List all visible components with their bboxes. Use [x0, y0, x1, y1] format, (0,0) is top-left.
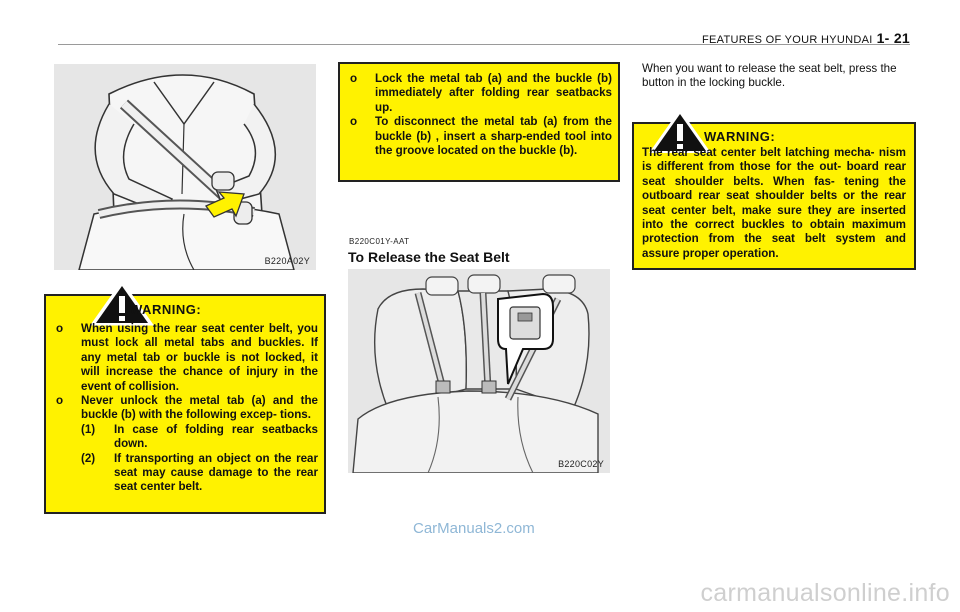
- warning-box-right: [632, 122, 916, 270]
- bullet: o: [56, 322, 64, 335]
- list-item: [56, 322, 318, 394]
- list-item: [350, 115, 612, 158]
- bullet: o: [350, 115, 358, 129]
- figure-code: B220C02Y: [558, 459, 604, 469]
- item-text: Lock the metal tab (a) and the buckle (b) immediately after folding rear seatbacks up.: [375, 72, 612, 114]
- release-instruction: When you want to release the seat belt, press the button in the locking buckle.: [642, 62, 897, 90]
- item-text: When using the rear seat center belt, you must lock all metal tabs and buckles. If any metal tab or buckle is not locked, it will increase the chance of injury in the event of collision.: [81, 322, 318, 393]
- warning-title: WARNING:: [704, 129, 776, 144]
- item-text: To disconnect the metal tab (a) from the buckle (b) , insert a sharp-ended tool into the groove located on the buckle (b).: [375, 115, 612, 158]
- item-text: Never unlock the metal tab (a) and the buckle (b) with the following excep- tions.: [81, 394, 318, 422]
- section-code: B220C01Y-AAT: [349, 237, 410, 246]
- warning-title: WARNING:: [130, 302, 202, 317]
- figure-rear-seat: [348, 269, 610, 473]
- note-box-middle: [338, 62, 620, 182]
- figure-fasten-belt: [54, 64, 316, 270]
- bullet: o: [350, 72, 358, 85]
- sub-item: [81, 423, 318, 452]
- header-title: FEATURES OF YOUR HYUNDAI: [701, 34, 873, 46]
- sub-text: In case of folding rear seatbacks down.: [114, 422, 318, 451]
- page-header: [702, 30, 910, 46]
- illustration-rear-seat: [348, 269, 610, 473]
- page-number: 1- 21: [876, 30, 910, 46]
- list-item: [56, 394, 318, 495]
- sub-text: If transporting an object on the rear seat may cause damage to the rear seat center belt.: [114, 451, 318, 494]
- warning-body: [56, 322, 318, 495]
- figure-code: B220A02Y: [264, 256, 310, 266]
- sub-number: (1): [81, 422, 96, 436]
- list-item: [350, 72, 612, 115]
- note-body: [350, 72, 612, 158]
- illustration-fasten-belt: [54, 64, 316, 270]
- sub-item: [81, 452, 318, 495]
- bullet: o: [56, 394, 64, 408]
- watermark-link[interactable]: CarManuals2.com: [413, 520, 535, 537]
- section-title: To Release the Seat Belt: [348, 249, 510, 265]
- sub-number: (2): [81, 451, 96, 465]
- warning-body: The rear seat center belt latching mecha- nism is different from those for the out- board rear seat shoulder belts. When fas- tening the outboard rear seat shoulder belts or the rear seat center belt, make sure they are inserted into the correct buckles to obtain maximum protection from the seat belt system and assure proper operation.: [642, 146, 906, 260]
- warning-box-left: [44, 294, 326, 514]
- watermark-text: carmanualsonline.info: [700, 579, 950, 607]
